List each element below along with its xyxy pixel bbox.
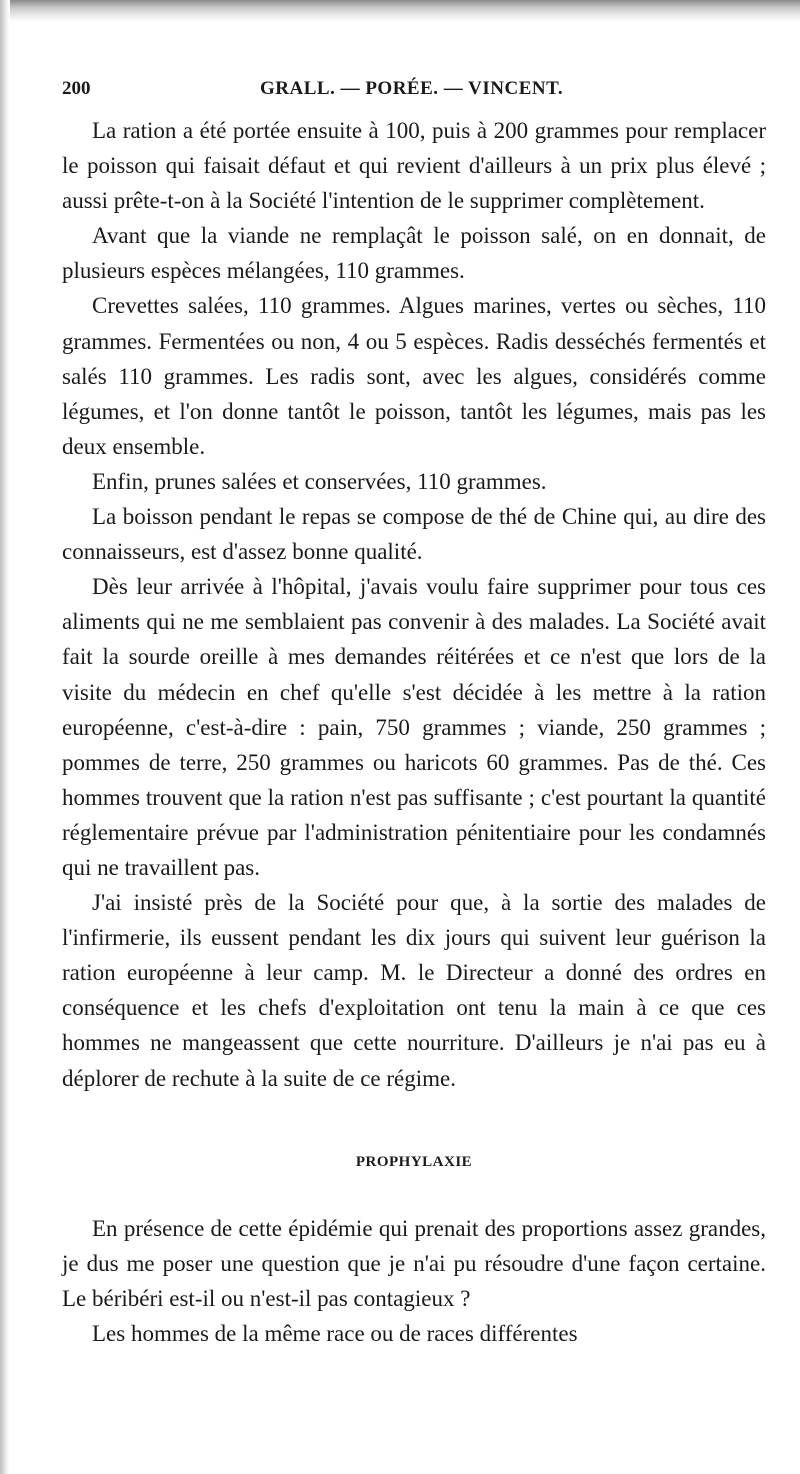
paragraph: Enfin, prunes salées et conservées, 110 grammes.: [92, 468, 547, 494]
paragraph: Avant que la viande ne remplaçât le poisson salé, on en donnait, de plusieurs espèces mélangées, 110 grammes.: [62, 223, 766, 284]
page-number: 200: [62, 78, 91, 99]
paragraph: En présence de cette épidémie qui prenait des proportions assez grandes, je dus me poser une question que je n'ai pu résoudre d'une façon certaine. Le béribéri est-il ou n'est-il pas contagieux ?: [62, 1216, 766, 1312]
running-head: GRALL. — PORÉE. — VINCENT.: [260, 78, 564, 99]
scan-left-edge: [0, 0, 10, 1474]
page-header: [62, 78, 762, 108]
section-title: PROPHYLAXIE: [355, 1154, 473, 1170]
paragraph: Crevettes salées, 110 grammes. Algues marines, vertes ou sèches, 110 grammes. Fermentées ou non, 4 ou 5 espèces. Radis desséchés fermentés et salés 110 grammes. Les radis sont, avec les algues, considérés comme légumes, et l'on donne tantôt le poisson, tantôt les légumes, mais pas les deux ensemble.: [62, 293, 766, 459]
paragraph: Les hommes de la même race ou de races différentes: [92, 1321, 578, 1347]
paragraph: La ration a été portée ensuite à 100, puis à 200 grammes pour remplacer le poisson qui faisait défaut et qui revient d'ailleurs à un prix plus élevé ; aussi prête-t-on à la Société l'intention de le supprimer complètement.: [62, 118, 766, 214]
paragraph: Dès leur arrivée à l'hôpital, j'avais voulu faire supprimer pour tous ces aliments qui ne me semblaient pas convenir à des malades. La Société avait fait la sourde oreille à mes demandes réitérées et ce n'est que lors de la visite du médecin en chef qu'elle s'est décidée à les mettre à la ration européenne, c'est-à-dire : pain, 750 grammes ; viande, 250 grammes ; pommes de terre, 250 grammes ou haricots 60 grammes. Pas de thé. Ces hommes trouvent que la ration n'est pas suffisante ; c'est pourtant la quantité réglementaire prévue par l'administration pénitentiaire pour les condamnés qui ne travaillent pas.: [62, 574, 766, 880]
body-text-section: [62, 1211, 766, 1351]
body-text: [62, 113, 766, 1096]
paragraph: La boisson pendant le repas se compose de thé de Chine qui, au dire des connaisseurs, est d'assez bonne qualité.: [62, 504, 766, 565]
paragraph: J'ai insisté près de la Société pour que, à la sortie des malades de l'infirmerie, ils eussent pendant les dix jours qui suivent leur guérison la ration européenne à leur camp. M. le Directeur a donné des ordres en conséquence et les chefs d'exploitation ont tenu la main à ce que ces hommes ne mangeassent que cette nourriture. D'ailleurs je n'ai pas eu à déplorer de rechute à la suite de ce régime.: [62, 890, 766, 1091]
scan-top-edge: [0, 0, 800, 22]
